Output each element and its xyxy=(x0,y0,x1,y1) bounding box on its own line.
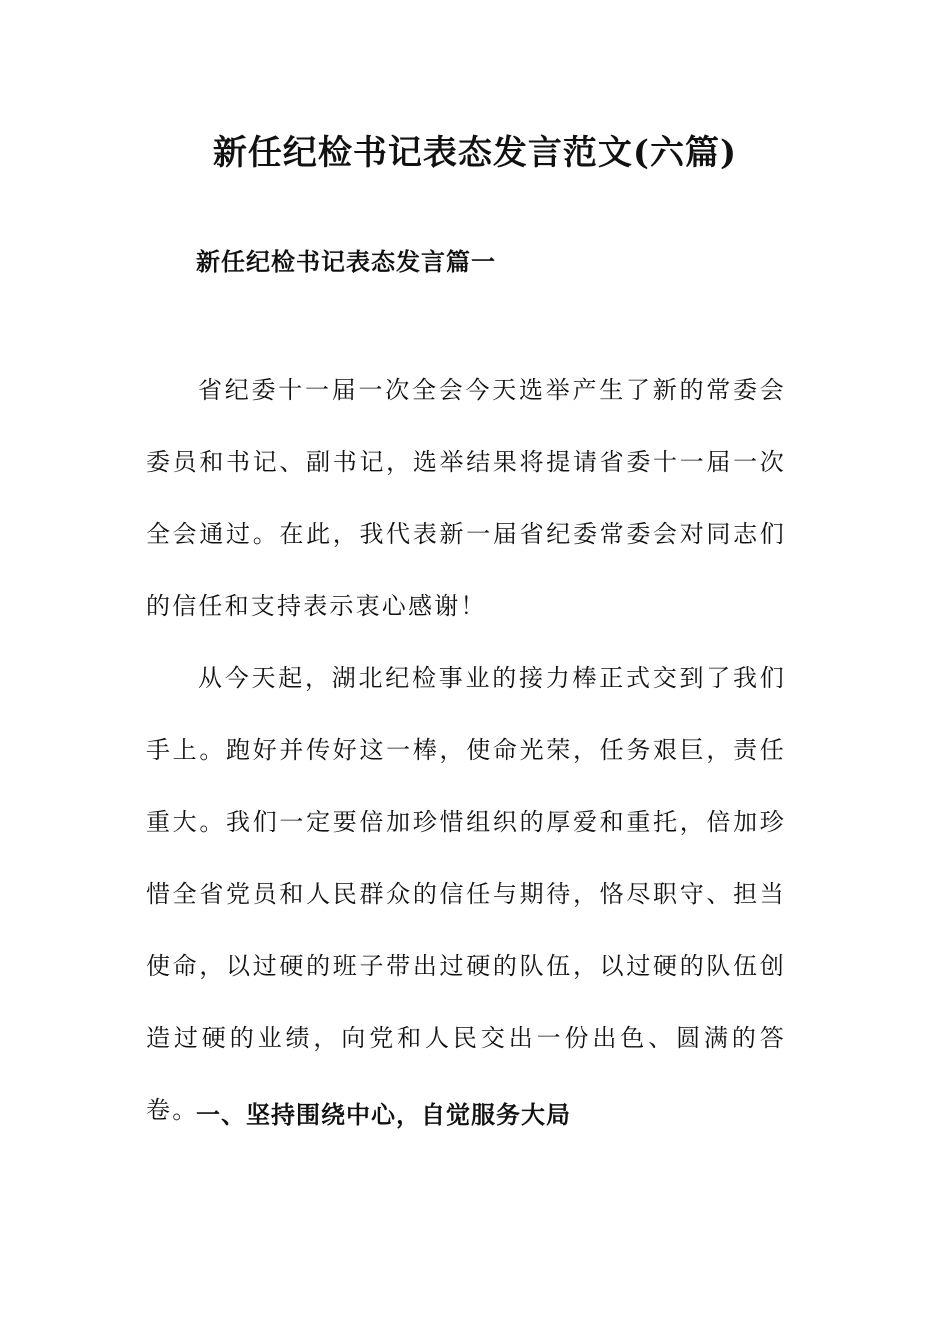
paragraph-1: 省纪委十一届一次全会今天选举产生了新的常委会委员和书记、副书记，选举结果将提请省委十一届一次全会通过。在此，我代表新一届省纪委常委会对同志们的信任和支持表示衷心感谢！ xyxy=(146,376,786,620)
section-heading-2: 一、坚持围绕中心，自觉服务大局 xyxy=(196,1100,571,1129)
section-heading-1: 新任纪检书记表态发言篇一 xyxy=(196,247,496,276)
document-title: 新任纪检书记表态发言范文(六篇) xyxy=(212,133,738,173)
paragraph-2: 从今天起，湖北纪检事业的接力棒正式交到了我们手上。跑好并传好这一棒，使命光荣，任务艰巨，责任重大。我们一定要倍加珍惜组织的厚爱和重托，倍加珍惜全省党员和人民群众的信任与期待，恪尽职守、担当使命，以过硬的班子带出过硬的队伍，以过硬的队伍创造过硬的业绩，向党和人民交出一份出色、圆满的答卷。 xyxy=(146,664,786,1124)
